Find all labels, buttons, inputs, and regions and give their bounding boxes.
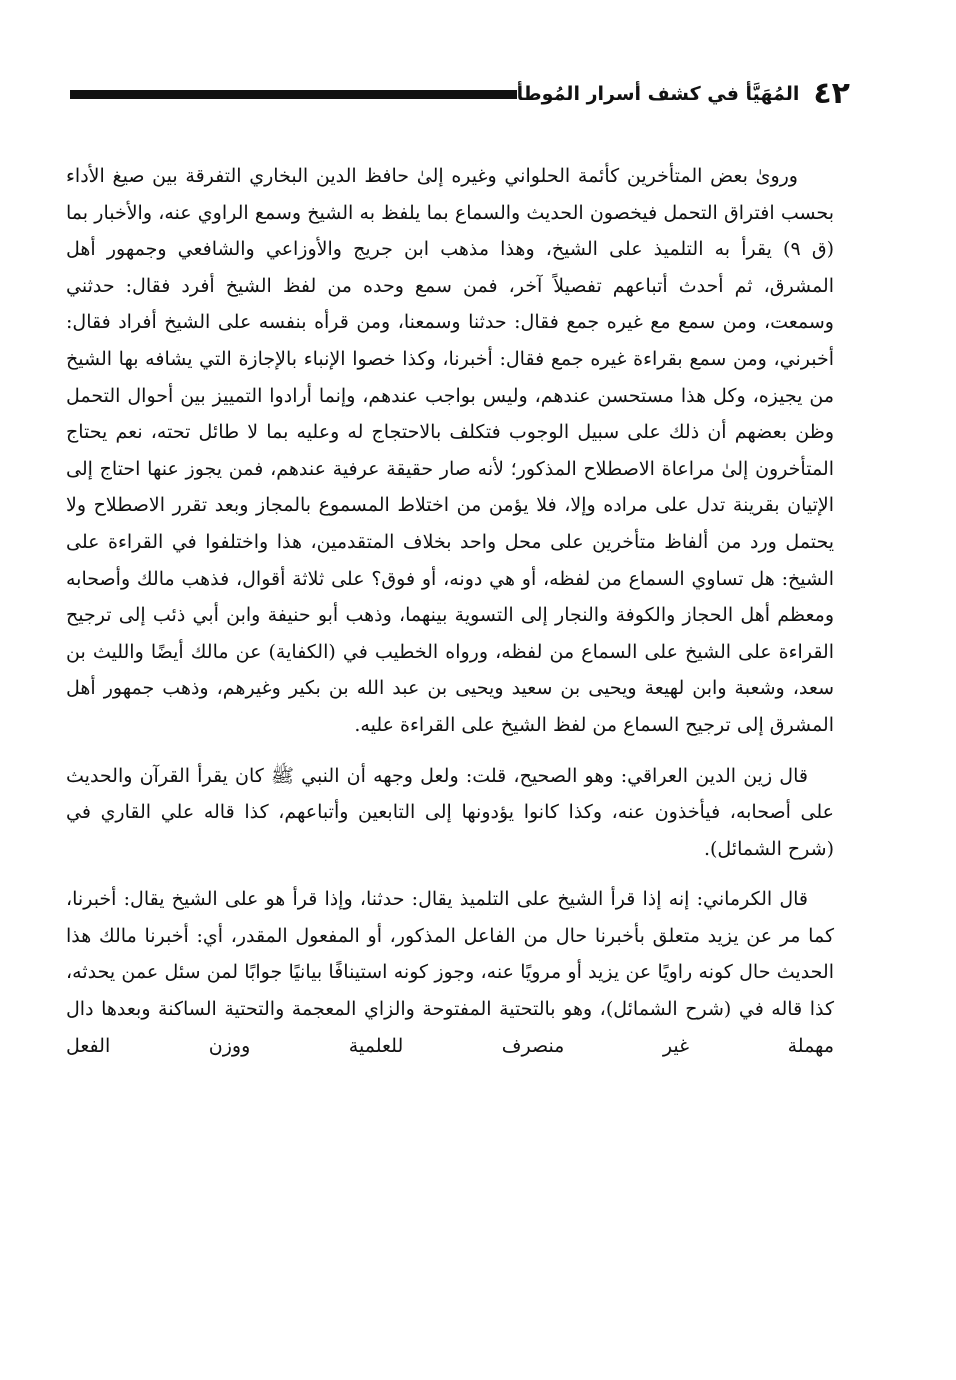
page-number: ٤٢: [813, 76, 850, 111]
paragraph: قال الكرماني: إنه إذا قرأ الشيخ على التلميذ يقال: حدثنا، وإذا قرأ هو على الشيخ يقال: أخبرنا، كما مر عن يزيد متعلق بأخبرنا حال من الفاعل المذكور، أو المفعول المقدر، أي: أخبرنا مالك هذا الحديث حال كونه راويًا عن يزيد أو مرويًا عنه، وجوز كونه استينافًا بيانيًا جوابًا لمن سئل عمن يحدثه، كذا قاله في (شرح الشمائل)، وهو بالتحتية المفتوحة والزاي المعجمة والتحتية الساكنة وبعدها دال مهملة غير منصرف للعلمية ووزن الفعل: [66, 888, 834, 1057]
paragraph: قال زين الدين العراقي: وهو الصحيح، قلت: ولعل وجهه أن النبي ﷺ كان يقرأ القرآن والحديث على أصحابه، فيأخذون عنه، وكذا كانوا يؤدونها إلى التابعين وأتباعهم، كذا قاله علي القاري في (شرح الشمائل).: [66, 764, 834, 860]
book-title: المُهَيَّأ في كشف أسرار المُوطأ: [516, 83, 800, 105]
body-text: [66, 158, 834, 1078]
paragraph: وروىٰ بعض المتأخرين كأئمة الحلواني وغيره إلىٰ حافظ الدين البخاري التفرقة بين صيغ الأداء بحسب افتراق التحمل فيخصون الحديث والسماع بما يلفظ به الشيخ وسمع الراوي عنه، والأخبار بما (ق ٩) يقرأ به التلميذ على الشيخ، وهذا مذهب ابن جريج والأوزاعي والشافعي وجمهور أهل المشرق، ثم أحدث أتباعهم تفصيلاً آخر، فمن سمع وحده من لفظ الشيخ أفرد فقال: حدثني وسمعت، ومن سمع مع غيره جمع فقال: حدثنا وسمعنا، ومن قرأه بنفسه على الشيخ أفراد فقال: أخبرني، ومن سمع بقراءة غيره جمع فقال: أخبرنا، وكذا خصوا الإنباء بالإجازة التي يشافه بها الشيخ من يجيزه، وكل هذا مستحسن عندهم، وليس بواجب عندهم، وإنما أرادوا التمييز بين أحوال التحمل وظن بعضهم أن ذلك على سبيل الوجوب فتكلف بالاحتجاج له وعليه بما لا طائل تحته، نعم يحتاج المتأخرون إلىٰ مراعاة الاصطلاح المذكور؛ لأنه صار حقيقة عرفية عندهم، فمن يجوز عنها احتاج إلى الإتيان بقرينة تدل على مراده وإلا، فلا يؤمن من اختلاط المسموع بالمجاز وبعد تقرر الاصطلاح ولا يحتمل ورد من ألفاظ متأخرين على محل واحد بخلاف المتقدمين، هذا واختلفوا في القراءة على الشيخ: هل تساوي السماع من لفظه، أو هي دونه، أو فوق؟ على ثلاثة أقوال، فذهب مالك وأصحابه ومعظم أهل الحجاز والكوفة والنجار إلى التسوية بينهما، وذهب أبو حنيفة وابن أبي ذئب إلى ترجيح القراءة على الشيخ على السماع من لفظه، ورواه الخطيب في (الكفاية) عن مالك أيضًا والليث بن سعد، وشعبة وابن لهيعة ويحيى بن سعيد ويحيى بن عبد الله بن بكير وغيرهم، وذهب جمهور أهل المشرق إلى ترجيح السماع من لفظ الشيخ على القراءة عليه.: [66, 165, 834, 736]
header-rule: [70, 90, 517, 99]
running-header: [60, 72, 850, 116]
